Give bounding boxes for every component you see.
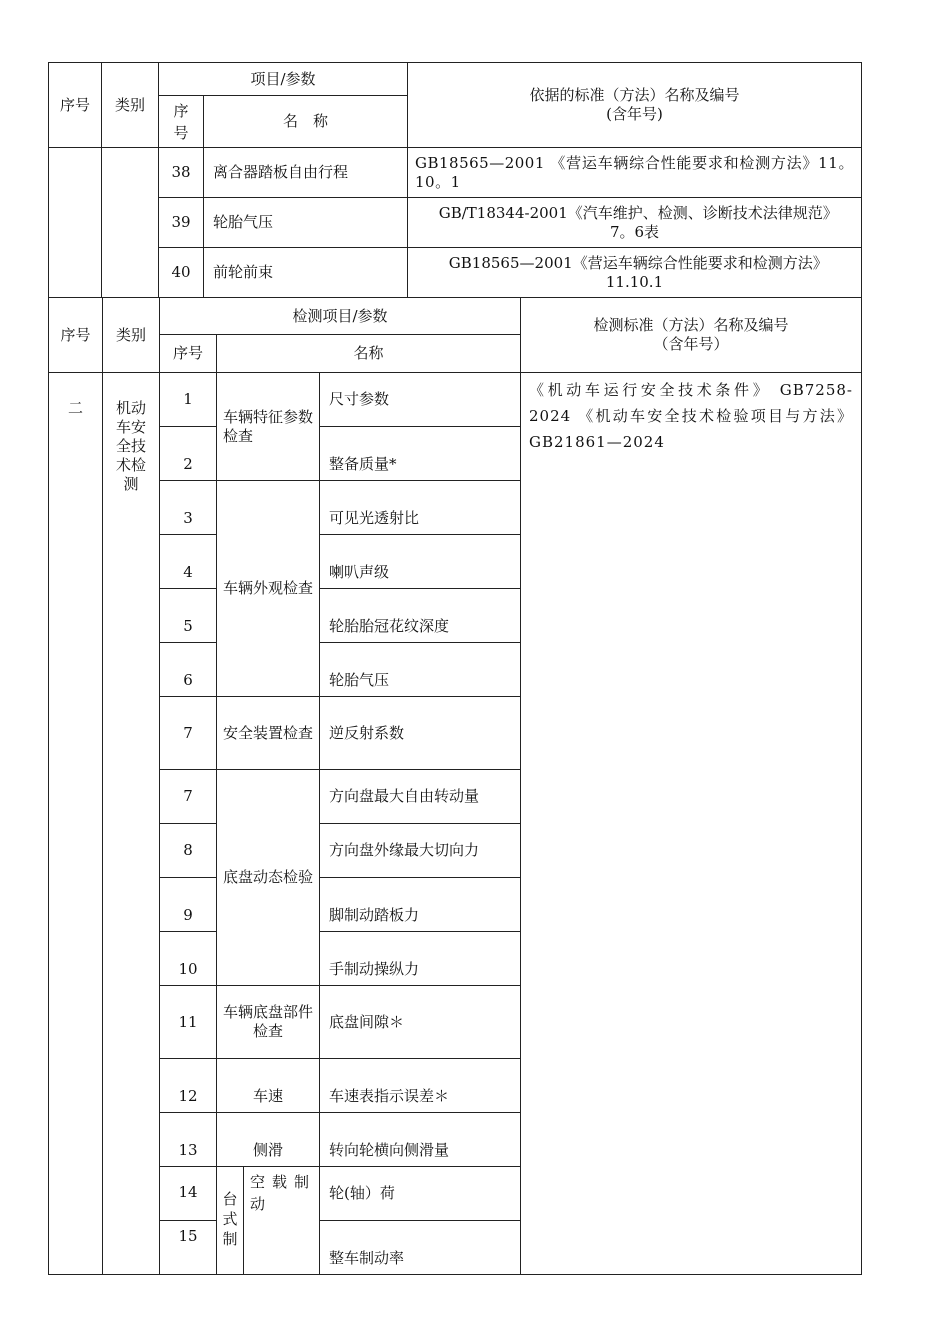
- row-no: 7: [160, 697, 217, 770]
- header-seq: 序号: [49, 298, 103, 373]
- row-name: 方向盘外缘最大切向力: [320, 824, 521, 878]
- row-name: 逆反射系数: [320, 697, 521, 770]
- row-name: 车速表指示误差＊: [320, 1059, 521, 1113]
- row-no: 14: [160, 1167, 217, 1221]
- row-name: 尺寸参数: [320, 373, 521, 427]
- group-cell: 车辆特征参数检查: [217, 373, 320, 481]
- row-no: 40: [159, 248, 204, 298]
- row-standard: GB18565—2001 《营运车辆综合性能要求和检测方法》11。10。1: [408, 148, 862, 198]
- row-name: 转向轮横向侧滑量: [320, 1113, 521, 1167]
- header-seq: 序号: [49, 63, 102, 148]
- header-name: 名称: [217, 335, 521, 373]
- row-name: 前轮前束: [204, 248, 408, 298]
- header-category: 类别: [102, 63, 159, 148]
- inspection-table: [48, 297, 862, 1275]
- header-item-param: 检测项目/参数: [160, 298, 521, 335]
- row-no: 10: [160, 932, 217, 986]
- group-cell: 车辆底盘部件检查: [217, 986, 320, 1059]
- row-no: 7: [160, 770, 217, 824]
- row-name: 轮胎气压: [320, 643, 521, 697]
- group-cell-left: 台式制: [217, 1167, 244, 1275]
- group-cell: 底盘动态检验: [217, 770, 320, 986]
- category-cell-empty: [102, 148, 159, 298]
- standards-table-top: [48, 62, 862, 298]
- row-no: 13: [160, 1113, 217, 1167]
- row-name: 轮(轴）荷: [320, 1167, 521, 1221]
- row-no: 5: [160, 589, 217, 643]
- row-name: 喇叭声级: [320, 535, 521, 589]
- header-standard: [408, 63, 862, 148]
- row-name: 轮胎胎冠花纹深度: [320, 589, 521, 643]
- row-name: 轮胎气压: [204, 198, 408, 248]
- row-no: 3: [160, 481, 217, 535]
- row-name: 离合器踏板自由行程: [204, 148, 408, 198]
- row-name: 脚制动踏板力: [320, 878, 521, 932]
- row-standard: GB/T18344-2001《汽车维护、检测、诊断技术法律规范》7。6表: [408, 198, 862, 248]
- row-no: 11: [160, 986, 217, 1059]
- section-no: 二: [49, 373, 103, 1275]
- group-cell: 安全装置检查: [217, 697, 320, 770]
- row-name: 底盘间隙＊: [320, 986, 521, 1059]
- header-standard-main: 依据的标准（方法）名称及编号: [529, 86, 740, 104]
- group-cell: 车速: [217, 1059, 320, 1113]
- row-no: 1: [160, 373, 217, 427]
- row-name: 手制动操纵力: [320, 932, 521, 986]
- header-sub-seq: 序号: [160, 335, 217, 373]
- row-no: 39: [159, 198, 204, 248]
- header-standard-sub: (含年号): [606, 105, 663, 123]
- header-standard: 检测标准（方法）名称及编号（含年号）: [521, 298, 862, 373]
- header-item-param: 项目/参数: [159, 63, 408, 96]
- group-cell: 车辆外观检查: [217, 481, 320, 697]
- header-sub-seq: 序号: [159, 96, 204, 148]
- row-no: 8: [160, 824, 217, 878]
- row-name: 整车制动率: [320, 1221, 521, 1275]
- row-name: 可见光透射比: [320, 481, 521, 535]
- header-name: 名 称: [204, 96, 408, 148]
- category-cell: 机动车安全技术检测: [103, 373, 160, 1275]
- group-cell-right: 空载制动: [244, 1167, 320, 1275]
- row-standard: GB18565—2001《营运车辆综合性能要求和检测方法》11.10.1: [408, 248, 862, 298]
- header-category: 类别: [103, 298, 160, 373]
- row-name: 整备质量*: [320, 427, 521, 481]
- row-no: 15: [160, 1221, 217, 1275]
- row-no: 6: [160, 643, 217, 697]
- row-no: 2: [160, 427, 217, 481]
- row-no: 38: [159, 148, 204, 198]
- row-no: 4: [160, 535, 217, 589]
- standards-cell: 《机动车运行安全技术条件》 GB7258-2024 《机动车安全技术检验项目与方法》GB21861—2024: [521, 373, 862, 1275]
- row-name: 方向盘最大自由转动量: [320, 770, 521, 824]
- group-cell: 侧滑: [217, 1113, 320, 1167]
- row-no: 9: [160, 878, 217, 932]
- seq-cell-empty: [49, 148, 102, 298]
- row-no: 12: [160, 1059, 217, 1113]
